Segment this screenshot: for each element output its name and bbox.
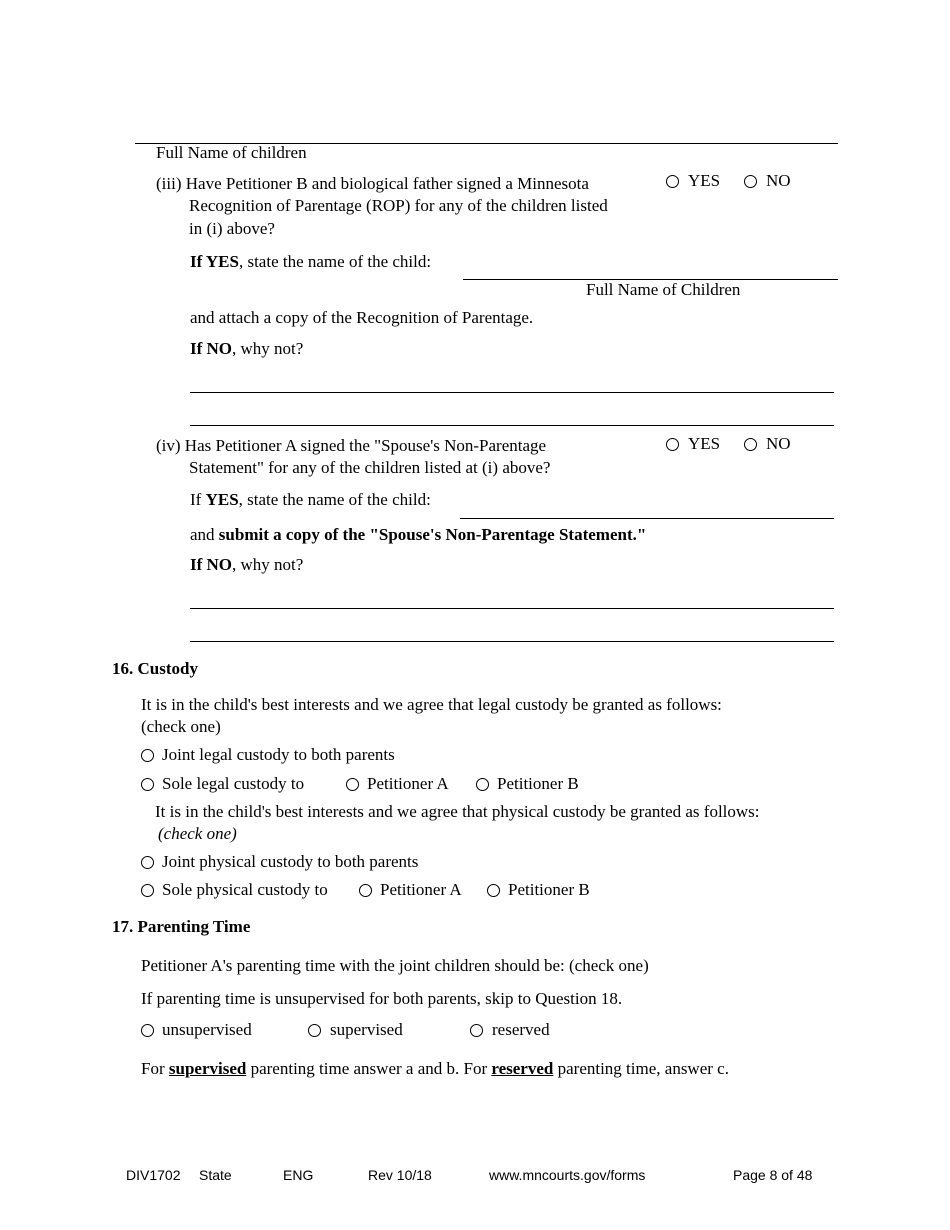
q-iv-why-not-line-1 xyxy=(190,608,834,609)
q-iii-why-not-line-2 xyxy=(190,425,834,426)
q-iii-no-radio[interactable] xyxy=(744,175,757,188)
joint-legal-label: Joint legal custody to both parents xyxy=(162,745,395,764)
q-iii-if-yes-bold: If YES xyxy=(190,252,239,271)
q-iii-why-not-line-1 xyxy=(190,392,834,393)
q-iii-yes-radio[interactable] xyxy=(666,175,679,188)
full-name-children-label: Full Name of children xyxy=(156,143,307,162)
q-iv-if-yes-rest: , state the name of the child: xyxy=(238,490,431,509)
sole-physical-label: Sole physical custody to xyxy=(162,880,328,899)
q-iv-if-no-rest: , why not? xyxy=(232,555,304,574)
q-iii-line2: Recognition of Parentage (ROP) for any of the children listed xyxy=(189,196,608,215)
q-iii-line3: in (i) above? xyxy=(189,219,275,238)
q-iv-if-yes-bold: YES xyxy=(205,490,239,509)
physical-custody-intro-1: It is in the child's best interests and we agree that physical custody be granted as follows: xyxy=(155,802,760,821)
q-iv-yes-radio[interactable] xyxy=(666,438,679,451)
footer-form-id: DIV1702 xyxy=(126,1167,181,1183)
q-iv-submit-bold: submit a copy of the "Spouse's Non-Parentage Statement." xyxy=(218,525,647,544)
q-iv-no-radio[interactable] xyxy=(744,438,757,451)
q-iii-if-no-bold: If NO xyxy=(190,339,233,358)
q-iv-child-name-field[interactable] xyxy=(460,496,834,518)
instr-post: parenting time, answer c. xyxy=(553,1059,729,1078)
q-iii-if-no-rest: , why not? xyxy=(232,339,304,358)
custody-heading: 16. Custody xyxy=(112,659,198,678)
instr-pre: For xyxy=(141,1059,169,1078)
instr-mid: parenting time answer a and b. For xyxy=(246,1059,492,1078)
q-iv-why-not-field-1[interactable] xyxy=(190,586,834,608)
q-iii-why-not-field-1[interactable] xyxy=(190,370,834,392)
q-iv-if-no-bold: If NO xyxy=(190,555,233,574)
parenting-time-line1: Petitioner A's parenting time with the joint children should be: (check one) xyxy=(141,956,649,975)
supervised-label: supervised xyxy=(330,1020,403,1039)
joint-physical-radio[interactable] xyxy=(141,856,154,869)
q-iv-no-label: NO xyxy=(766,434,791,453)
instr-reserved: reserved xyxy=(491,1059,554,1078)
q-iii-if-yes-rest: , state the name of the child: xyxy=(238,252,432,271)
q-iv-line1: (iv) Has Petitioner A signed the "Spouse's Non-Parentage xyxy=(156,436,547,455)
q-iii-no-label: NO xyxy=(766,171,791,190)
parenting-time-line2: If parenting time is unsupervised for both parents, skip to Question 18. xyxy=(141,989,623,1008)
q-iii-if-yes-text xyxy=(190,252,431,272)
footer-page: Page 8 of 48 xyxy=(733,1167,813,1183)
sole-legal-petitioner-b-label: Petitioner B xyxy=(497,774,579,793)
parenting-time-heading: 17. Parenting Time xyxy=(112,917,251,936)
q-iv-why-not-line-2 xyxy=(190,641,834,642)
q-iii-line1: (iii) Have Petitioner B and biological father signed a Minnesota xyxy=(156,174,589,193)
q-iii-why-not-field-2[interactable] xyxy=(190,403,834,425)
sole-legal-petitioner-a-radio[interactable] xyxy=(346,778,359,791)
q-iv-submit-pre: and xyxy=(190,525,219,544)
unsupervised-radio[interactable] xyxy=(141,1024,154,1037)
footer-rev: Rev 10/18 xyxy=(368,1167,432,1183)
footer-lang: ENG xyxy=(283,1167,314,1183)
q-iv-submit-text xyxy=(190,525,646,545)
sole-physical-petitioner-b-radio[interactable] xyxy=(487,884,500,897)
q-iii-yes-label: YES xyxy=(688,171,721,190)
q-iv-child-name-line xyxy=(460,518,834,519)
q-iv-if-no-text xyxy=(190,555,303,575)
reserved-radio[interactable] xyxy=(470,1024,483,1037)
joint-legal-radio[interactable] xyxy=(141,749,154,762)
q-iii-attach-text: and attach a copy of the Recognition of Parentage. xyxy=(190,308,534,327)
q-iii-child-name-field[interactable] xyxy=(463,257,838,279)
legal-custody-intro-2: (check one) xyxy=(141,717,221,736)
legal-custody-intro-1: It is in the child's best interests and we agree that legal custody be granted as follows: xyxy=(141,695,722,714)
sole-physical-petitioner-a-radio[interactable] xyxy=(359,884,372,897)
sole-physical-petitioner-b-label: Petitioner B xyxy=(508,880,590,899)
sole-physical-radio[interactable] xyxy=(141,884,154,897)
supervised-radio[interactable] xyxy=(308,1024,321,1037)
q-iv-why-not-field-2[interactable] xyxy=(190,619,834,641)
physical-custody-intro-2: (check one) xyxy=(158,824,237,843)
joint-physical-label: Joint physical custody to both parents xyxy=(162,852,419,871)
sole-legal-petitioner-a-label: Petitioner A xyxy=(367,774,449,793)
reserved-label: reserved xyxy=(492,1020,550,1039)
unsupervised-label: unsupervised xyxy=(162,1020,252,1039)
footer-type: State xyxy=(199,1167,232,1183)
q-iii-full-name-caption: Full Name of Children xyxy=(586,280,741,299)
footer-url[interactable]: www.mncourts.gov/forms xyxy=(489,1167,646,1183)
sole-physical-petitioner-a-label: Petitioner A xyxy=(380,880,462,899)
q-iv-line2: Statement" for any of the children listed at (i) above? xyxy=(189,458,551,477)
sole-legal-petitioner-b-radio[interactable] xyxy=(476,778,489,791)
q-iv-if-yes-pre: If xyxy=(190,490,206,509)
q-iii-if-no-text xyxy=(190,339,303,359)
q-iv-yes-label: YES xyxy=(688,434,721,453)
sole-legal-radio[interactable] xyxy=(141,778,154,791)
sole-legal-label: Sole legal custody to xyxy=(162,774,305,793)
instr-supervised: supervised xyxy=(168,1059,247,1078)
q-iv-if-yes-text xyxy=(190,490,431,510)
parenting-time-instruction xyxy=(141,1059,729,1079)
